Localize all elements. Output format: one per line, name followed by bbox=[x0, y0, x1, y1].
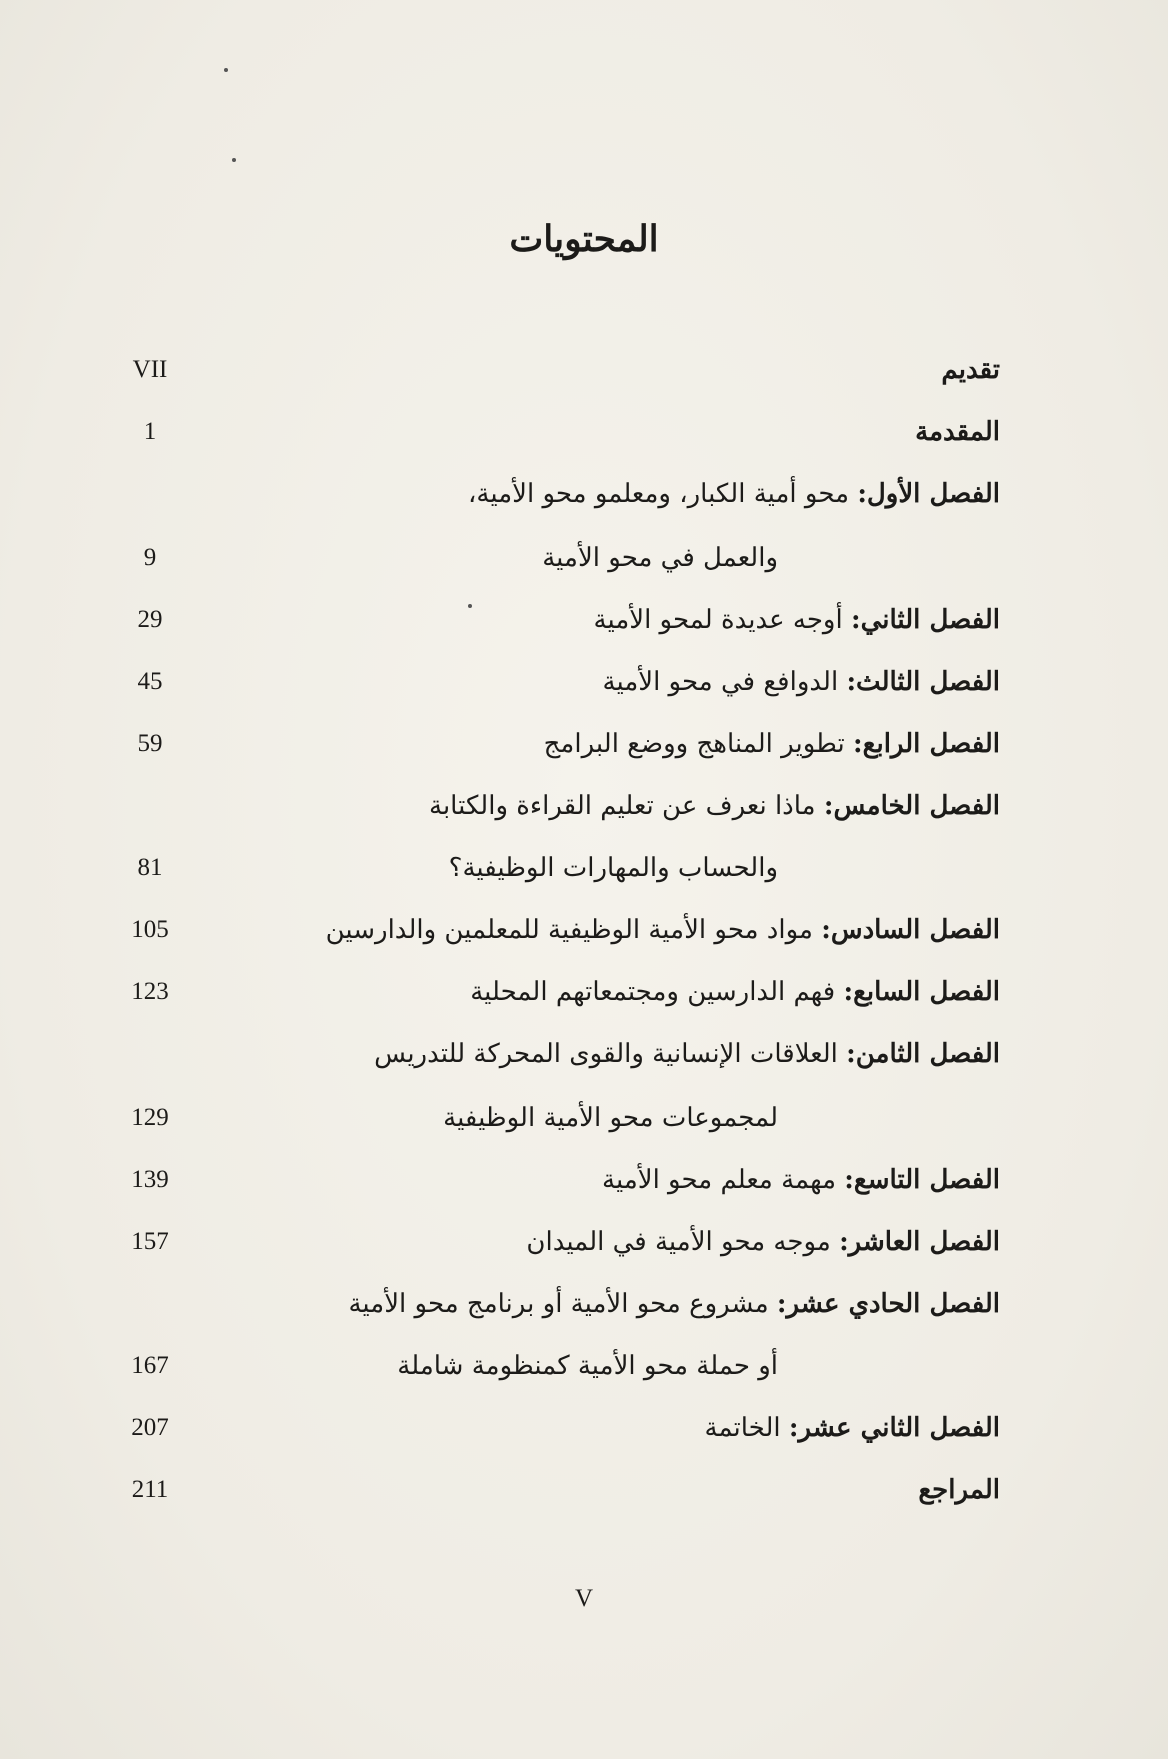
toc-entry bbox=[0, 908, 1168, 952]
toc-page-number: 123 bbox=[131, 978, 169, 1005]
toc-entry-text bbox=[526, 1220, 1000, 1264]
chapter-title: مهمة معلم محو الأمية bbox=[602, 1165, 836, 1195]
toc-entry-text bbox=[918, 1468, 1000, 1512]
toc-entry bbox=[0, 722, 1168, 766]
chapter-title: الدوافع في محو الأمية bbox=[602, 667, 839, 697]
chapter-title: مشروع محو الأمية أو برنامج محو الأمية bbox=[348, 1289, 769, 1319]
toc-page-number: 29 bbox=[137, 606, 163, 633]
chapter-label: المقدمة bbox=[915, 417, 1000, 447]
toc-entry-text bbox=[470, 970, 1000, 1014]
toc-entry bbox=[0, 970, 1168, 1014]
toc-entry bbox=[0, 410, 1168, 454]
toc-entry bbox=[0, 1096, 1168, 1140]
chapter-label: الفصل الثاني: bbox=[850, 605, 1000, 635]
chapter-label: الفصل الأول: bbox=[857, 479, 1000, 509]
toc-entry bbox=[0, 1344, 1168, 1388]
chapter-label: الفصل الحادي عشر: bbox=[776, 1289, 1000, 1319]
chapter-title: محو أمية الكبار، ومعلمو محو الأمية، bbox=[468, 479, 850, 509]
chapter-title: الخاتمة bbox=[704, 1413, 781, 1443]
paper-speck bbox=[232, 158, 236, 162]
chapter-title: ماذا نعرف عن تعليم القراءة والكتابة bbox=[429, 791, 816, 821]
toc-entry-text bbox=[594, 598, 1000, 642]
toc-page-number: 211 bbox=[131, 1476, 169, 1503]
toc-page-number: VII bbox=[132, 356, 168, 383]
chapter-title: تطوير المناهج ووضع البرامج bbox=[543, 729, 845, 759]
page-title: المحتويات bbox=[509, 218, 659, 260]
toc-entry bbox=[0, 472, 1168, 516]
toc-page-number: 45 bbox=[137, 668, 163, 695]
toc-page-number: 139 bbox=[131, 1166, 169, 1193]
chapter-title: أوجه عديدة لمحو الأمية bbox=[593, 605, 843, 635]
toc-entry-text bbox=[429, 784, 1000, 828]
chapter-title: موجه محو الأمية في الميدان bbox=[526, 1227, 831, 1257]
toc-entry-text bbox=[348, 1282, 1000, 1326]
page-number: V bbox=[574, 1585, 594, 1612]
chapter-label: الفصل الثامن: bbox=[846, 1039, 1000, 1069]
chapter-label: الفصل السادس: bbox=[821, 915, 1000, 945]
toc-page-number: 105 bbox=[131, 916, 169, 943]
toc-entry bbox=[0, 1468, 1168, 1512]
toc-entry bbox=[0, 536, 1168, 580]
toc-page-number: 59 bbox=[137, 730, 163, 757]
toc-entry-continuation bbox=[397, 1344, 778, 1388]
toc-entry bbox=[0, 1282, 1168, 1326]
chapter-title: والعمل في محو الأمية bbox=[542, 543, 778, 573]
chapter-label: الفصل الثاني عشر: bbox=[788, 1413, 1000, 1443]
toc-page-number: 207 bbox=[131, 1414, 169, 1441]
toc-entry bbox=[0, 1032, 1168, 1076]
toc-entry bbox=[0, 348, 1168, 392]
chapter-title: العلاقات الإنسانية والقوى المحركة للتدريس bbox=[374, 1039, 838, 1069]
paper-speck bbox=[224, 68, 228, 72]
toc-entry-text bbox=[326, 908, 1000, 952]
chapter-label: تقديم bbox=[941, 355, 1000, 385]
chapter-title: لمجموعات محو الأمية الوظيفية bbox=[443, 1103, 778, 1133]
toc-entry bbox=[0, 1158, 1168, 1202]
chapter-label: الفصل التاسع: bbox=[844, 1165, 1000, 1195]
chapter-label: الفصل السابع: bbox=[843, 977, 1000, 1007]
toc-page-number: 81 bbox=[137, 854, 163, 881]
chapter-title: والحساب والمهارات الوظيفية؟ bbox=[448, 853, 778, 883]
chapter-label: الفصل الخامس: bbox=[823, 791, 1000, 821]
toc-page-number: 167 bbox=[131, 1352, 169, 1379]
toc-page-number: 157 bbox=[131, 1228, 169, 1255]
toc-entry bbox=[0, 598, 1168, 642]
toc-entry-text bbox=[915, 410, 1000, 454]
toc-entry bbox=[0, 1220, 1168, 1264]
chapter-label: المراجع bbox=[918, 1475, 1000, 1505]
toc-page-number: 129 bbox=[131, 1104, 169, 1131]
toc-entry-continuation bbox=[449, 846, 778, 890]
chapter-title: مواد محو الأمية الوظيفية للمعلمين والدارسين bbox=[325, 915, 813, 945]
toc-entry-text bbox=[544, 722, 1000, 766]
toc-entry-continuation bbox=[542, 536, 778, 580]
toc-entry-continuation bbox=[443, 1096, 778, 1140]
toc-page-number: 9 bbox=[143, 544, 157, 571]
chapter-title: فهم الدارسين ومجتمعاتهم المحلية bbox=[470, 977, 836, 1007]
toc-page-number: 1 bbox=[143, 418, 157, 445]
toc-entry bbox=[0, 784, 1168, 828]
chapter-title: أو حملة محو الأمية كمنظومة شاملة bbox=[397, 1351, 778, 1381]
toc-entry bbox=[0, 660, 1168, 704]
chapter-label: الفصل العاشر: bbox=[839, 1227, 1000, 1257]
toc-entry-text bbox=[705, 1406, 1000, 1450]
toc-entry-text bbox=[941, 348, 1000, 392]
toc-entry bbox=[0, 846, 1168, 890]
chapter-label: الفصل الثالث: bbox=[846, 667, 1000, 697]
toc-entry-text bbox=[603, 660, 1000, 704]
toc-entry bbox=[0, 1406, 1168, 1450]
toc-entry-text bbox=[374, 1032, 1000, 1076]
toc-entry-text bbox=[602, 1158, 1000, 1202]
chapter-label: الفصل الرابع: bbox=[853, 729, 1000, 759]
toc-entry-text bbox=[468, 472, 1000, 516]
